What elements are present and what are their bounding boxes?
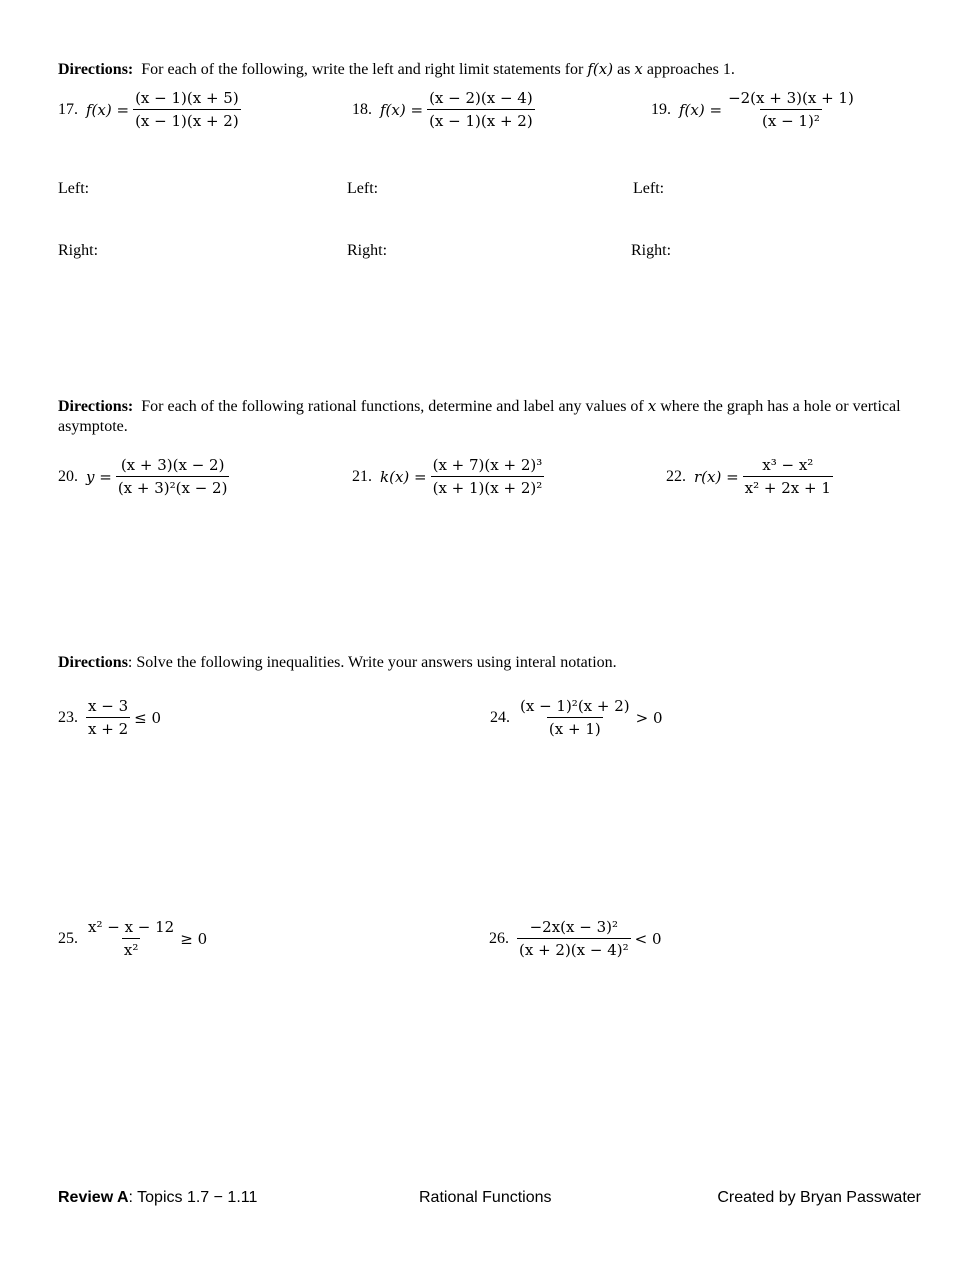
- function-lhs: f(x) =: [679, 100, 723, 119]
- footer-topics: : Topics 1.7 − 1.11: [128, 1189, 258, 1206]
- denominator: x + 2: [86, 717, 130, 738]
- right-label-17: Right:: [58, 242, 99, 259]
- directions-text: approaches 1.: [646, 61, 735, 78]
- numerator: −2x(x − 3)²: [529, 918, 619, 936]
- denominator: (x + 2)(x − 4)²: [517, 938, 631, 959]
- numerator: (x − 1)²(x + 2): [520, 697, 630, 715]
- problem-number: 18.: [352, 100, 372, 118]
- problem-number: 19.: [651, 100, 671, 118]
- directions-text: as: [617, 61, 631, 78]
- denominator: (x − 1)²: [760, 109, 822, 130]
- directions-text: where the graph has a hole or vertical asymptote.: [58, 398, 901, 435]
- inequality-rhs: > 0: [635, 708, 663, 727]
- denominator: (x − 1)(x + 2): [133, 109, 241, 130]
- problem-number: 25.: [58, 929, 78, 947]
- footer-review-label: [58, 1189, 257, 1207]
- problem-number: 20.: [58, 467, 78, 485]
- problem-number: 24.: [490, 708, 510, 726]
- numerator: x² − x − 12: [88, 918, 175, 936]
- denominator: (x + 1): [547, 717, 603, 738]
- problem-number: 22.: [666, 467, 686, 485]
- denominator: (x − 1)(x + 2): [427, 109, 535, 130]
- directions-inequalities: [58, 653, 938, 673]
- footer-author: Created by Bryan Passwater: [717, 1189, 921, 1206]
- fraction: [517, 918, 631, 959]
- directions-heading: Directions: [58, 654, 128, 671]
- denominator: x² + 2x + 1: [743, 476, 833, 497]
- inequality-rhs: ≤ 0: [134, 708, 161, 727]
- problem-19: [651, 89, 856, 130]
- fraction: [518, 697, 632, 738]
- problem-23: [58, 697, 161, 738]
- directions-text: : Solve the following inequalities. Write your answers using interal notation.: [127, 654, 617, 671]
- fraction: [726, 89, 856, 130]
- variable-symbol: x: [634, 60, 643, 78]
- inequality-rhs: < 0: [634, 929, 662, 948]
- left-label-19: Left:: [633, 180, 665, 197]
- numerator: x³ − x²: [762, 456, 814, 474]
- fraction: [86, 918, 176, 959]
- inequality-rhs: ≥ 0: [180, 929, 208, 948]
- fraction: [743, 456, 833, 497]
- problem-25: [58, 918, 207, 959]
- variable-symbol: x: [647, 397, 657, 415]
- function-symbol: f(x): [587, 60, 614, 78]
- fraction: [133, 89, 241, 130]
- directions-text: For each of the following rational functions, determine and label any values of: [141, 398, 644, 415]
- numerator: (x + 3)(x − 2): [120, 456, 225, 474]
- fraction: [116, 456, 230, 497]
- denominator: (x + 3)²(x − 2): [116, 476, 230, 497]
- problem-26: [489, 918, 662, 959]
- problem-number: 17.: [58, 100, 78, 118]
- function-lhs: k(x) =: [380, 467, 427, 486]
- right-label-18: Right:: [347, 242, 388, 259]
- problem-number: 26.: [489, 929, 509, 947]
- function-lhs: r(x) =: [694, 467, 739, 486]
- denominator: (x + 1)(x + 2)²: [431, 476, 545, 497]
- function-lhs: y =: [86, 467, 112, 486]
- footer-review-bold: Review A: [58, 1189, 129, 1206]
- directions-heading: Directions:: [58, 398, 134, 415]
- problem-18: [352, 89, 535, 130]
- problem-number: 23.: [58, 708, 78, 726]
- directions-text: For each of the following, write the left and right limit statements for: [141, 61, 584, 78]
- numerator: (x − 2)(x − 4): [429, 89, 533, 107]
- fraction: [431, 456, 545, 497]
- problem-number: 21.: [352, 467, 372, 485]
- footer-title: Rational Functions: [419, 1189, 552, 1206]
- problem-21: [352, 456, 544, 497]
- problem-17: [58, 89, 241, 130]
- problem-20: [58, 456, 229, 497]
- directions-asymptotes: [58, 396, 923, 437]
- function-lhs: f(x) =: [380, 100, 424, 119]
- fraction: [427, 89, 535, 130]
- numerator: −2(x + 3)(x + 1): [728, 89, 854, 107]
- directions-limits: [58, 59, 938, 80]
- directions-heading: Directions:: [58, 61, 134, 78]
- fraction: [86, 697, 130, 738]
- left-label-18: Left:: [347, 180, 379, 197]
- problem-22: [666, 456, 833, 497]
- right-label-19: Right:: [631, 242, 672, 259]
- left-label-17: Left:: [58, 180, 90, 197]
- numerator: (x − 1)(x + 5): [135, 89, 239, 107]
- numerator: (x + 7)(x + 2)³: [432, 456, 543, 474]
- problem-24: [490, 697, 663, 738]
- denominator: x²: [122, 938, 140, 959]
- function-lhs: f(x) =: [86, 100, 130, 119]
- numerator: x − 3: [88, 697, 129, 715]
